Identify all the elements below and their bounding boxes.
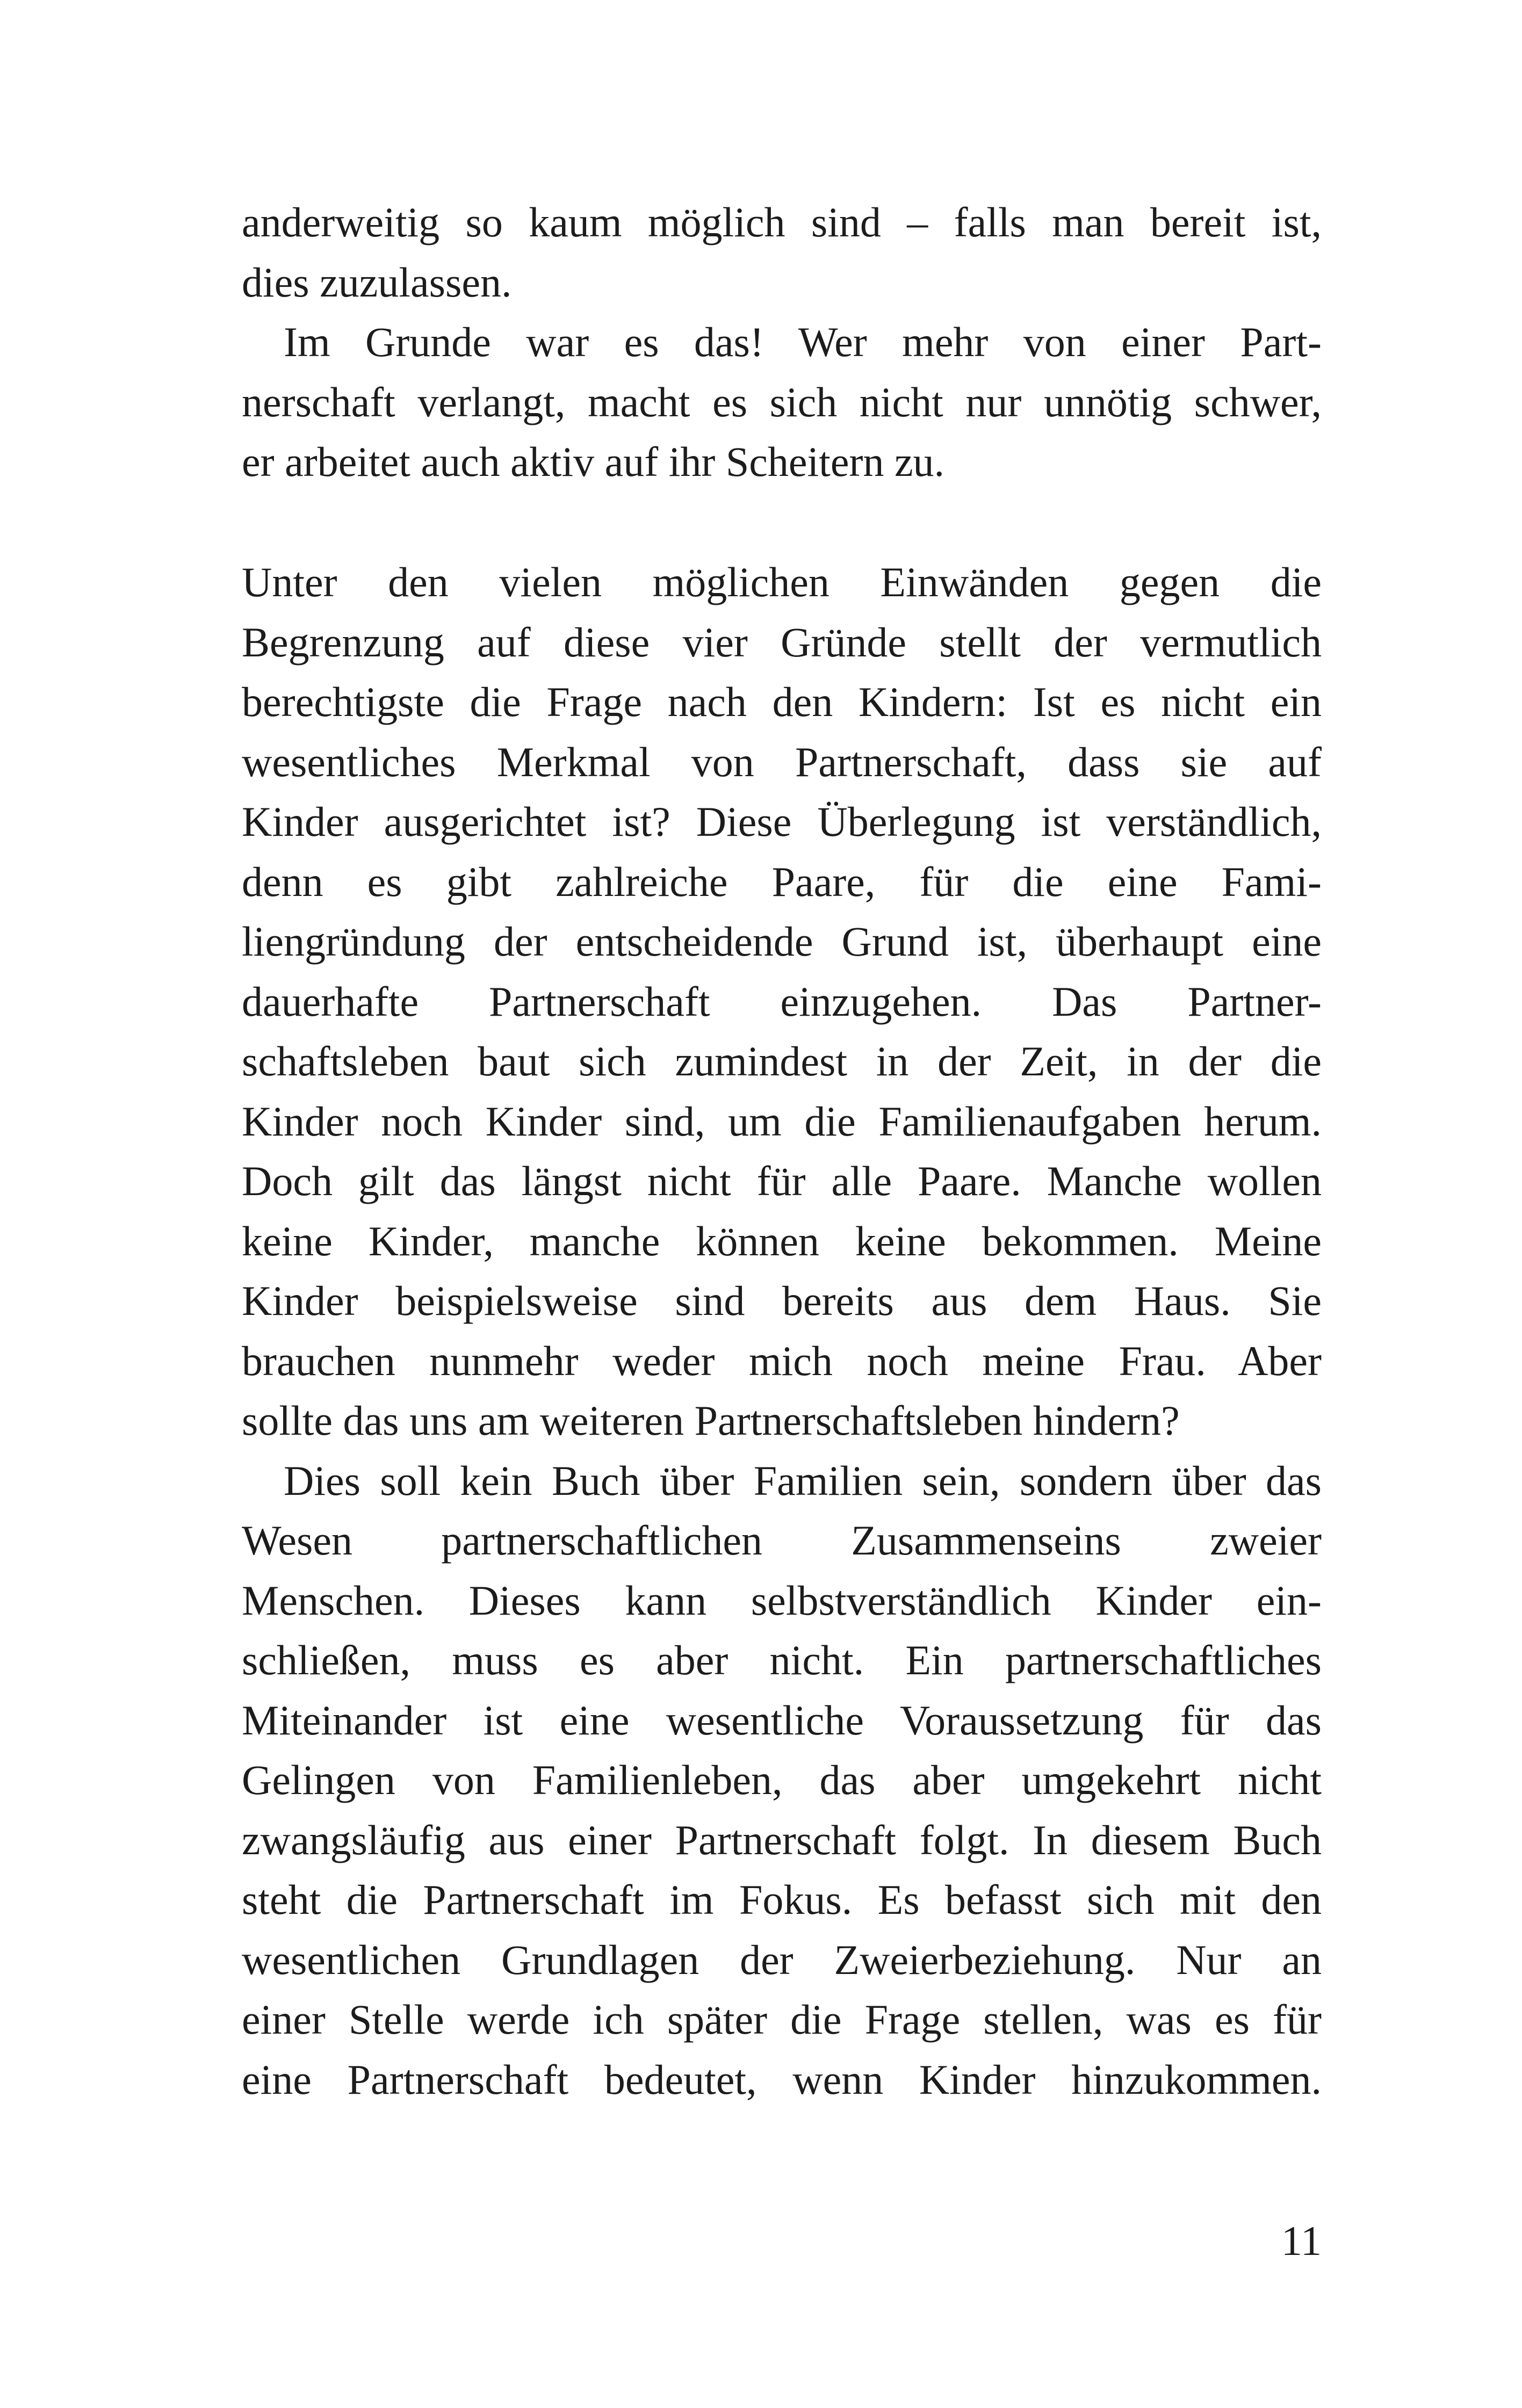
text-line: liengründung der entscheidende Grund ist, überhaupt eine xyxy=(242,918,1322,965)
paragraph xyxy=(242,1451,1322,2110)
paragraph xyxy=(242,192,1322,312)
text-line: berechtigste die Frage nach den Kindern: Ist es nicht ein xyxy=(242,678,1322,725)
text-line: Kinder beispielsweise sind bereits aus dem Haus. Sie xyxy=(242,1277,1322,1324)
text-line: keine Kinder, manche können keine bekommen. Meine xyxy=(242,1217,1322,1264)
text-line: Kinder noch Kinder sind, um die Familienaufgaben herum. xyxy=(242,1097,1322,1145)
text-line: anderweitig so kaum möglich sind – falls man bereit ist, xyxy=(242,199,1322,245)
page-number: 11 xyxy=(1281,2217,1322,2264)
text-line: Begrenzung auf diese vier Gründe stellt der vermutlich xyxy=(242,618,1322,666)
paragraph xyxy=(242,312,1322,492)
text-line: steht die Partnerschaft im Fokus. Es befasst sich mit den xyxy=(242,1876,1322,1923)
text-line: nerschaft verlangt, macht es sich nicht nur unnötig schwer, xyxy=(242,378,1322,425)
text-line: Im Grunde war es das! Wer mehr von einer Part- xyxy=(284,319,1322,365)
text-line: Kinder ausgerichtet ist? Diese Überlegung ist verständlich, xyxy=(242,798,1322,845)
text-line: schaftsleben baut sich zumindest in der Zeit, in der die xyxy=(242,1038,1322,1084)
text-line: Gelingen von Familienleben, das aber umgekehrt nicht xyxy=(242,1756,1322,1803)
text-line: er arbeitet auch aktiv auf ihr Scheitern zu. xyxy=(242,438,945,485)
text-line: Doch gilt das längst nicht für alle Paare. Manche wollen xyxy=(242,1158,1322,1204)
text-line: Dies soll kein Buch über Familien sein, sondern über das xyxy=(284,1457,1322,1504)
text-line: schließen, muss es aber nicht. Ein partnerschaftliches xyxy=(242,1637,1322,1683)
text-line: sollte das uns am weiteren Partnerschaftsleben hindern? xyxy=(242,1397,1180,1444)
text-line: Menschen. Dieses kann selbstverständlich Kinder ein- xyxy=(242,1577,1322,1624)
text-line: dies zuzulassen. xyxy=(242,258,512,306)
text-line: Wesen partnerschaftlichen Zusammenseins zweier xyxy=(242,1517,1322,1564)
paragraph xyxy=(242,552,1322,1451)
text-line: zwangsläufig aus einer Partnerschaft folgt. In diesem Buch xyxy=(242,1816,1322,1863)
text-line: eine Partnerschaft bedeutet, wenn Kinder hinzukommen. xyxy=(242,2056,1322,2103)
text-line: denn es gibt zahlreiche Paare, für die eine Fami- xyxy=(242,858,1322,905)
text-line: Unter den vielen möglichen Einwänden gegen die xyxy=(242,559,1322,605)
text-line: einer Stelle werde ich später die Frage stellen, was es für xyxy=(242,1996,1322,2043)
text-line: wesentliches Merkmal von Partnerschaft, dass sie auf xyxy=(242,738,1322,785)
text-line: dauerhafte Partnerschaft einzugehen. Das Partner- xyxy=(242,978,1322,1025)
text-block-top xyxy=(242,192,1322,492)
text-line: Miteinander ist eine wesentliche Voraussetzung für das xyxy=(242,1696,1322,1744)
text-line: brauchen nunmehr weder mich noch meine Frau. Aber xyxy=(242,1337,1322,1384)
text-block-main xyxy=(242,552,1322,2109)
text-line: wesentlichen Grundlagen der Zweierbeziehung. Nur an xyxy=(242,1936,1322,1983)
